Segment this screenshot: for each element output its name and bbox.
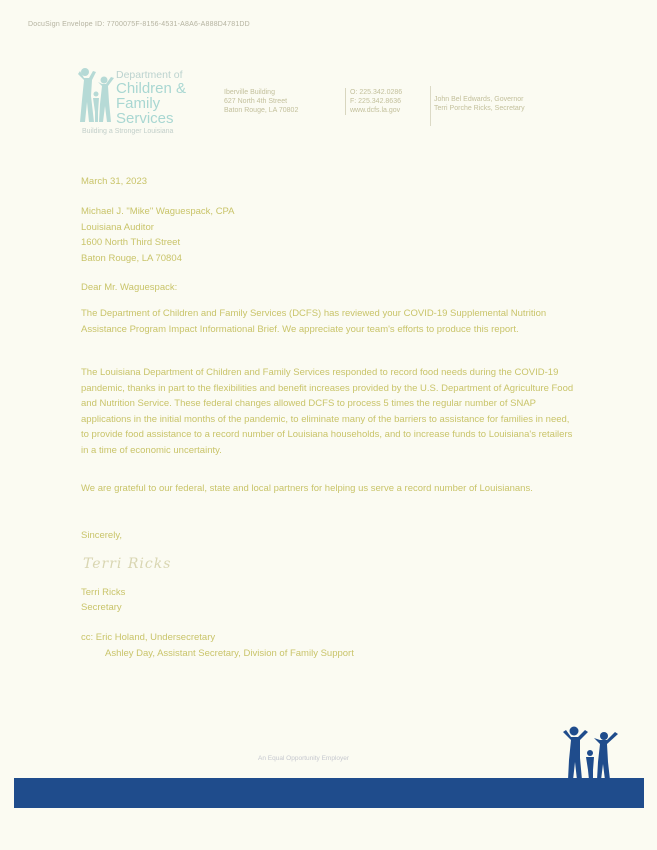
logo-line-department: Department of (116, 69, 183, 81)
dcfs-logo (76, 66, 206, 138)
salutation: Dear Mr. Waguespack: (81, 282, 178, 293)
recipient-block (81, 204, 235, 266)
address-line: Baton Rouge, LA 70802 (224, 107, 299, 114)
signature: Terri Ricks (83, 556, 172, 572)
letter-date: March 31, 2023 (81, 176, 148, 187)
secretary-name: Terri Porche Ricks, Secretary (434, 105, 525, 112)
footer-family-logo-icon (560, 724, 622, 780)
body-paragraph: We are grateful to our federal, state and local partners for helping us serve a record number of Louisianans. (81, 483, 533, 494)
logo-tagline: Building a Stronger Louisiana (82, 128, 174, 135)
recipient-title: Louisiana Auditor (81, 221, 154, 233)
header-address (224, 88, 298, 115)
cc-block (81, 630, 354, 661)
header-divider (430, 86, 431, 126)
cc-line: cc: Eric Holand, Undersecretary (81, 632, 216, 643)
phone-fax: F: 225.342.8636 (350, 98, 401, 105)
recipient-name: Michael J. "Mike" Waguespack, CPA (81, 206, 235, 217)
cc-line: Ashley Day, Assistant Secretary, Division of Family Support (105, 647, 354, 659)
recipient-street: 1600 North Third Street (81, 237, 181, 248)
governor-name: John Bel Edwards, Governor (434, 96, 524, 103)
recipient-city: Baton Rouge, LA 70804 (81, 252, 182, 264)
website-link[interactable]: www.dcfs.la.gov (350, 107, 401, 114)
body-paragraph: The Louisiana Department of Children and Family Services responded to record food needs during the COVID-19 pandemic, thanks in part to the flexibilities and benefit increases provided by the U.S. Department of Agriculture Food and Nutrition Service. These federal changes allowed DCFS to process 5 times the regular number of SNAP applications in the initial months of the pandemic, to eliminate many of the barriers to assistance for families in need, to provide food assistance to a record number of Louisiana households, and to increase funds to Louisiana's retailers in a time of economic uncertainty. (81, 367, 574, 456)
body-paragraph: The Department of Children and Family Services (DCFS) has reviewed your COVID-19 Supplemental Nutrition Assistance Program Impact Informational Brief. We appreciate your team's efforts to produce this report. (81, 308, 547, 335)
logo-line-children: Children & (116, 79, 187, 97)
footer-tagline: An Equal Opportunity Employer (258, 755, 350, 762)
closing: Sincerely, (81, 530, 123, 541)
family-figures-logo-icon (76, 66, 116, 124)
phone-office: O: 225.342.0286 (350, 89, 403, 96)
header-officials (434, 95, 525, 113)
signer-title: Secretary (81, 602, 122, 613)
address-line: Iberville Building (224, 89, 275, 96)
address-line: 627 North 4th Street (224, 98, 288, 105)
signer-name: Terri Ricks (81, 587, 126, 598)
docusign-envelope-id: DocuSign Envelope ID: 7700075F-8156-4531-A8A6-A888D4781DD (28, 21, 250, 28)
logo-line-family-services: Family Services (116, 94, 174, 127)
signer-block (81, 585, 125, 615)
header-contact (345, 88, 402, 115)
footer-bar (14, 778, 644, 808)
